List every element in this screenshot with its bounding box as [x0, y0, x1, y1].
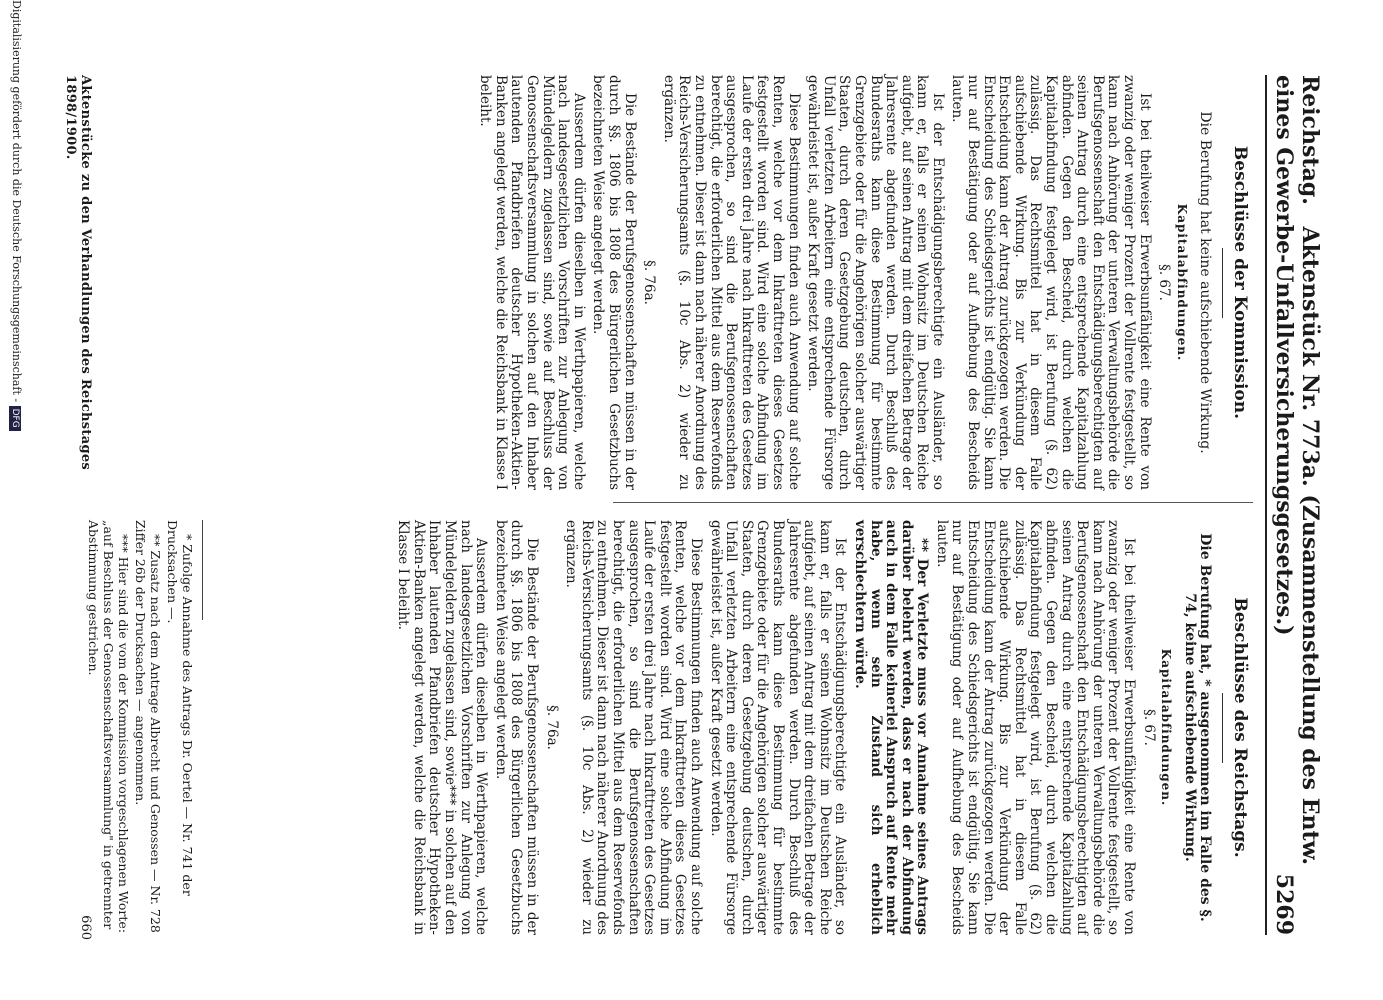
digitization-note — [9, 0, 23, 1000]
paragraph-text: Ist der Entschädigungsberechtigte ein Ausländer, so kann er, falls er seinen Wohnsitz im Deutschen Reiche aufgiebt, auf seinen Antrag mit dem dreifachen Betrage der Jahresrente abgefunden werden. Durch Beschluß des Bundesraths kann diese Bestimmung für bestimmte Grenzgebiete oder für die Angehörigen solcher auswärtiger Staaten, durch deren Gesetzgebung deutschen, durch Unfall verletzten Arbeitern eine entsprechende Fürsorge gewährleistet ist, außer Kraft gesetzt werden. — [707, 520, 849, 935]
digitization-text: Digitalisierung gefördert durch die Deutsche Forschungsgemeinschaft - — [10, 0, 23, 403]
header-left: Reichstag. — [1297, 75, 1323, 205]
paragraph-text: Diese Bestimmungen finden auch Anwendung auf solche Renten, welche vor dem Inkrafttreten dieses Gesetzes festgestellt worden sind. Wird eine solche Abfindung im Laufe der ersten drei Jahre nach Inkrafttreten des Gesetzes ausgesprochen, so sind die Berufsgenossenschaften berechtigt, die erforderlichen Mittel aus dem Reservefonds zu entnehmen. Dieser ist dann nach näherer Anordnung des Reichs-Versicherungsamts (§. 10c Abs. 2) wieder zu ergänzen. — [660, 75, 802, 490]
commission-column — [473, 75, 1253, 490]
header-page-number: 5269 — [1271, 873, 1297, 935]
footnote-rule — [202, 520, 203, 620]
paragraph-text: Ausserdem dürfen dieselben in Werthpapieren, welche nach landesgesetzlichen Vorschriften zur Anlegung von Mündelgeldern zugelassen sind, sowie auf Beschluss der Genossenschaftsversammlung in solchen auf den Inhaber lautenden Pfandbriefen deutscher Hypotheken-Aktien-Banken angelegt werden, welche die Reichsbank in Klasse I beleiht. — [477, 75, 587, 490]
dfg-logo-icon: DFG — [9, 406, 21, 431]
footnote: * Zufolge Annahme des Antrags Dr. Oertel — Nr. 741 der Drucksachen —. — [165, 520, 195, 896]
paragraph-76a-heading: §. 76a. — [641, 260, 658, 305]
commission-title: Beschlüsse der Kommission. — [1230, 145, 1250, 420]
reichstag-title: Beschlüsse des Reichstags. — [1230, 597, 1250, 858]
paragraph-text: Die Bestände der Berufsgenossenschaften müssen in der durch §§. 1806 bis 1808 des Bürgerlichen Gesetzbuchs bezeichneten Weise angelegt werden. — [492, 520, 541, 935]
paragraph-text-bold: ** Der Verletzte muss vor Annahme seines Antrags darüber belehrt werden, dass er nach der Abfindung auch in dem Falle keinerlei Anspruch auf Rente mehr habe, wenn sein Zustand sich erheblich verschlechtern würde. — [851, 520, 931, 935]
paragraph-text: Ist bei theilweiser Erwerbsunfähigkeit eine Rente von zwanzig oder weniger Prozent der Vollrente festgestellt, so kann nach Anhörung der unteren Verwaltungsbehörde die Berufsgenossenschaft den Entschädigungsberechtigten auf seinen Antrag durch eine entsprechende Kapitalzahlung abfinden. Gegen den Bescheid, durch welchen die Kapitalabfindung festgelegt wird, ist Berufung (§. 62) zulässig. Das Rechtsmittel hat in diesem Falle aufschiebende Wirkung. Bis zur Verkündung der Entscheidung kann der Antrag zurückgezogen werden. Die Entscheidung des Schiedsgerichts ist endgültig. Sie kann nur auf Bestätigung oder auf Aufhebung des Bescheids lauten. — [949, 75, 1153, 490]
footnote: ** Zusatz nach dem Antrage Albrecht und Genossen — Nr. 728 Ziffer 26b der Drucksachen — angenommen. — [133, 520, 163, 933]
paragraph-76a-heading: §. 76a. — [543, 705, 560, 750]
paragraph-text: Ausserdem dürfen dieselben in Werthpapieren, welche nach landesgesetzlichen Vorschriften zur Anlegung von Mündelgeldern zugelassen sind, sowie*** in solchen auf den Inhaber lautenden Pfandbriefen deutscher Hypotheken-Aktien-Banken angelegt werden, welche die Reichsbank in Klasse I beleiht. — [395, 520, 490, 935]
paragraph-text: Ist der Entschädigungsberechtigte ein Ausländer, so kann er, falls er seinen Wohnsitz im Deutschen Reiche aufgiebt, auf seinen Antrag mit dem dreifachen Betrage der Jahresrente abgefunden werden. Durch Beschluß des Bundesraths kann diese Bestimmung für bestimmte Grenzgebiete oder für die Angehörigen solcher auswärtiger Staaten, durch deren Gesetzgebung deutschen, durch Unfall verletzten Arbeitern eine entsprechende Fürsorge gewährleistet ist, außer Kraft gesetzt werden. — [805, 75, 946, 490]
commission-subtitle: Die Berufung hat keine aufschiebende Wirkung. — [1197, 111, 1214, 454]
running-header — [1271, 75, 1323, 935]
page-number: 660 — [78, 915, 93, 940]
section-heading: Kapitalabfindungen. — [1174, 203, 1189, 362]
header-rule — [1265, 75, 1267, 935]
header-title: Aktenstück Nr. 773a. (Zusammenstellung des Entw. eines Gewerbe-Unfallversicherungsgesetzes.) — [1271, 75, 1323, 866]
paragraph-67-heading: §. 67. — [1140, 709, 1157, 746]
paragraph-text: Ist bei theilweiser Erwerbsunfähigkeit eine Rente von zwanzig oder weniger Prozent der Vollrente festgestellt, so kann nach Anhörung der unteren Verwaltungsbehörde die Berufsgenossenschaft den Entschädigungsberechtigten auf seinen Antrag durch eine entsprechende Kapitalzahlung abfinden. Gegen den Bescheid, durch welchen die Kapitalabfindung festgelegt wird, ist Berufung (§. 62) zulässig. Das Rechtsmittel hat in diesem Falle aufschiebende Wirkung. Bis zur Verkündung der Entscheidung kann der Antrag zurückgezogen werden. Die Entscheidung des Schiedsgerichts ist endgültig. Sie kann nur auf Bestätigung oder auf Aufhebung des Bescheids lauten. — [933, 520, 1138, 935]
title-rule — [1222, 248, 1223, 318]
source-line: Aktenstücke zu den Verhandlungen des Reichstages 1898/1900. — [63, 75, 93, 471]
paragraph-67-heading: §. 67. — [1156, 264, 1173, 301]
title-rule — [1222, 693, 1223, 763]
reichstag-column — [391, 520, 1253, 935]
column-divider — [613, 502, 1253, 503]
section-heading: Kapitalabfindungen. — [1159, 648, 1174, 807]
reichstag-subtitle: Die Berufung hat, * ausgenommen im Falle des §. 74, keine aufschiebende Wirkung. — [1181, 533, 1214, 922]
footnotes — [84, 520, 195, 935]
header-left-block — [1271, 75, 1323, 874]
paragraph-text: Die Bestände der Berufsgenossenschaften müssen in der durch §§. 1806 bis 1808 des Bürgerlichen Gesetzbuchs bezeichneten Weise angelegt werden. — [590, 75, 638, 490]
footnote: *** Hier sind die vom der Kommission vorgeschlagenen Worte: „auf Beschluss der Genossenschaftsversammlung" in getrennter Abstimmung gestrichen. — [86, 520, 131, 934]
paragraph-text: Diese Bestimmungen finden auch Anwendung auf solche Renten, welche vor dem Inkrafttreten dieses Gesetzes festgestellt worden sind. Wird eine solche Abfindung im Laufe der ersten drei Jahre nach Inkrafttreten des Gesetzes ausgesprochen, so sind die Berufsgenossenschaften berechtigt, die erforderlichen Mittel aus dem Reservefonds zu entnehmen. Dieser ist dann nach näherer Anordnung des Reichs-Versicherungsamts (§. 10c Abs. 2) wieder zu ergänzen. — [563, 520, 704, 935]
